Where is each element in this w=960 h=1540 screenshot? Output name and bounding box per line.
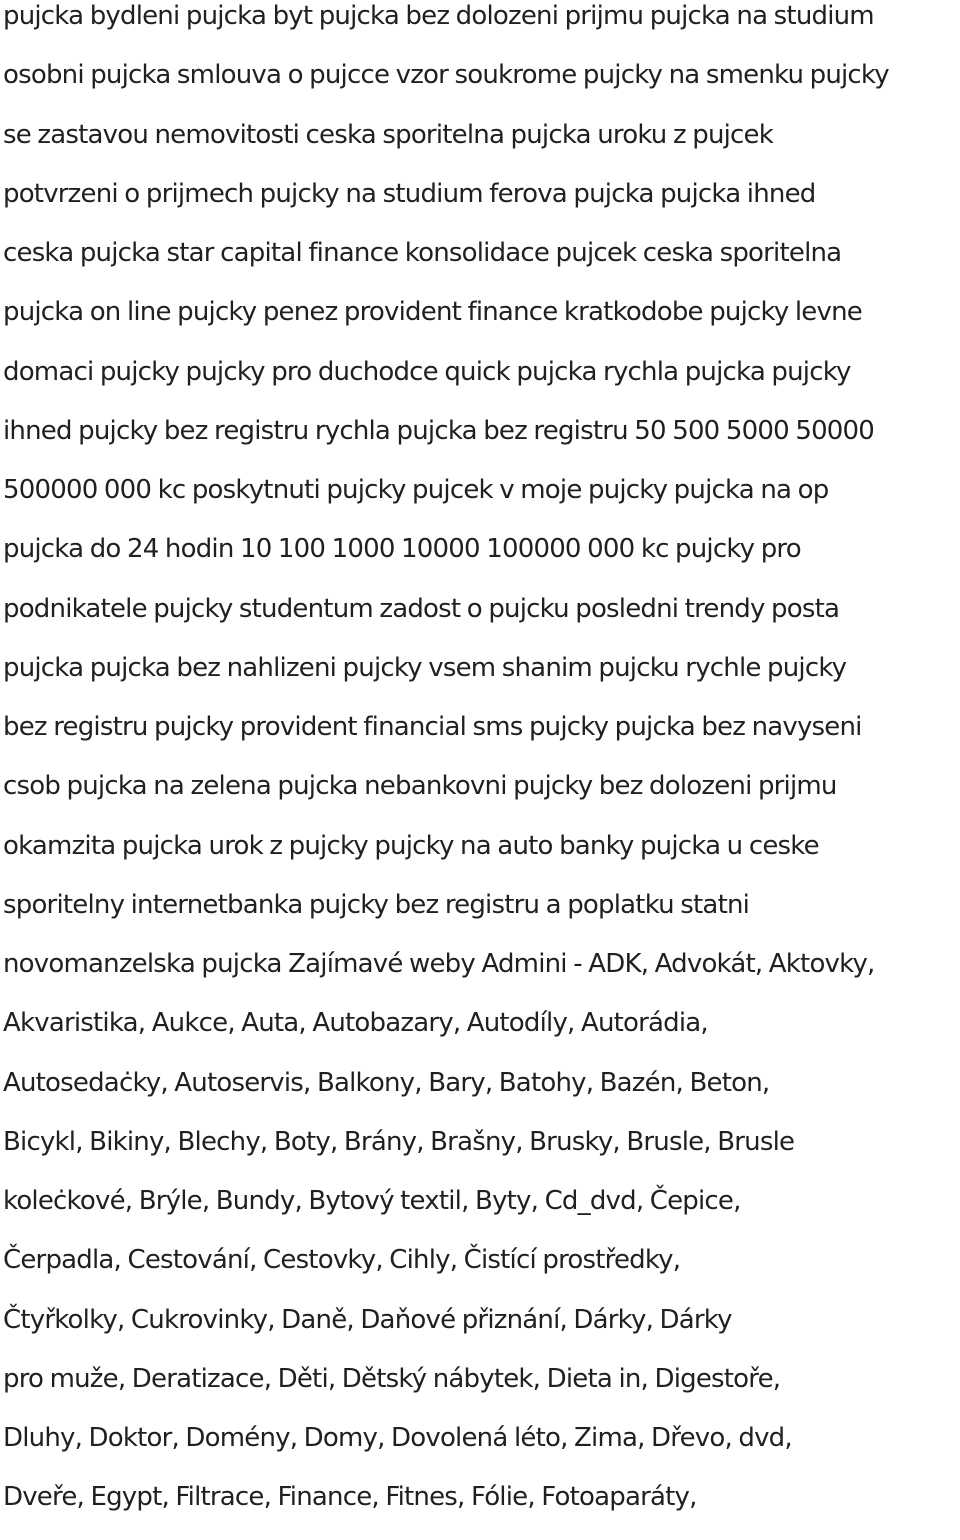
text-line: pujcka bydleni pujcka byt pujcka bez dolozeni prijmu pujcka na studium	[3, 1, 874, 31]
text-line: se zastavou nemovitosti ceska sporitelna pujcka uroku z pujcek	[3, 119, 774, 150]
text-line: pujcka pujcka bez nahlizeni pujcky vsem shanim pujcku rychle pujcky	[3, 652, 847, 683]
text-line: Bicykl, Bikiny, Blechy, Boty, Brány, Brašny, Brusky, Brusle, Brusle	[3, 1126, 795, 1157]
text-line: pujcka on line pujcky penez provident finance kratkodobe pujcky levne	[3, 297, 862, 328]
text-line: podnikatele pujcky studentum zadost o pujcku posledni trendy posta	[3, 593, 840, 624]
text-line: csob pujcka na zelena pujcka nebankovni pujcky bez dolozeni prijmu	[3, 771, 837, 802]
text-line: koleċkové, Brýle, Bundy, Bytový textil, Byty, Cd_dvd, Čepice,	[3, 1186, 741, 1216]
text-line: sporitelny internetbanka pujcky bez registru a poplatku statni	[3, 889, 750, 920]
text-line: Čerpadla, Cestování, Cestovky, Cihly, Čistící prostředky,	[3, 1245, 681, 1276]
text-line: pujcka do 24 hodin 10 100 1000 10000 100000 000 kc pujcky pro	[3, 534, 801, 565]
text-line: novomanzelska pujcka Zajímavé weby Admini - ADK, Advokát, Aktovky,	[3, 949, 875, 979]
text-line: ihned pujcky bez registru rychla pujcka bez registru 50 500 5000 50000	[3, 415, 875, 446]
text-line: Dveře, Egypt, Filtrace, Finance, Fitnes, Fólie, Fotoaparáty,	[3, 1482, 697, 1513]
text-line: osobni pujcka smlouva o pujcce vzor soukrome pujcky na smenku pujcky	[3, 60, 889, 91]
text-line: potvrzeni o prijmech pujcky na studium ferova pujcka pujcka ihned	[3, 178, 816, 209]
text-line: Akvaristika, Aukce, Auta, Autobazary, Autodíly, Autorádia,	[3, 1008, 708, 1039]
text-line: 500000 000 kc poskytnuti pujcky pujcek v moje pujcky pujcka na op	[3, 475, 829, 505]
text-line: pro muže, Deratizace, Děti, Dětský nábytek, Dieta in, Digestoře,	[3, 1363, 781, 1394]
text-line: bez registru pujcky provident financial sms pujcky pujcka bez navyseni	[3, 712, 862, 742]
text-line: Čtyřkolky, Cukrovinky, Daně, Daňové přiznání, Dárky, Dárky	[3, 1304, 732, 1335]
text-line: Dluhy, Doktor, Domény, Domy, Dovolená léto, Zima, Dřevo, dvd,	[3, 1423, 792, 1453]
text-line: okamzita pujcka urok z pujcky pujcky na auto banky pujcka u ceske	[3, 830, 819, 861]
text-line: domaci pujcky pujcky pro duchodce quick pujcka rychla pujcka pujcky	[3, 356, 851, 387]
text-line: Autosedaċky, Autoservis, Balkony, Bary, Batohy, Bazén, Beton,	[3, 1067, 770, 1098]
text-line: ceska pujcka star capital finance konsolidace pujcek ceska sporitelna	[3, 238, 842, 268]
